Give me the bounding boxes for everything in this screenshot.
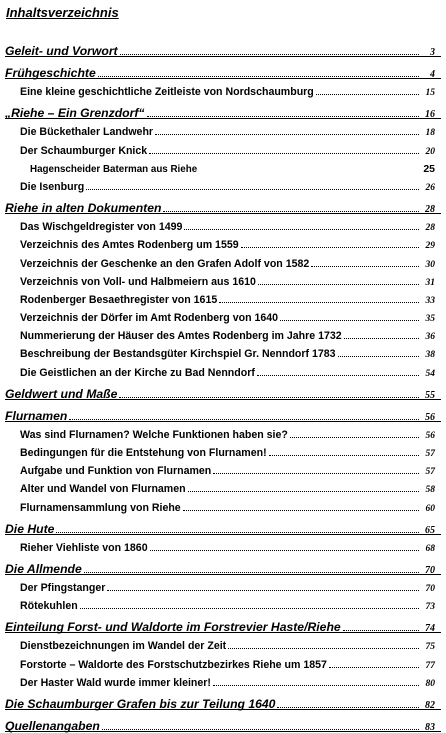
toc-entry-title: Die Hute	[5, 521, 55, 536]
toc-section-entry	[0, 554, 446, 576]
toc-entry-title: Was sind Flurnamen? Welche Funktionen haben sie?	[20, 428, 288, 441]
toc-page-number: 26	[425, 182, 435, 193]
dot-leader	[163, 211, 419, 212]
toc-page-number: 58	[425, 485, 435, 496]
toc-page-number: 74	[425, 623, 435, 635]
toc-entry-title: Die Isenburg	[20, 180, 85, 193]
toc-entry-title: Die Geistlichen an der Kirche zu Bad Nenndorf	[20, 366, 255, 379]
dot-leader	[277, 707, 419, 708]
toc-page-number: 70	[425, 564, 435, 576]
toc-page-number: 75	[425, 642, 435, 653]
toc-entry-title: Verzeichnis des Amtes Rodenberg um 1559	[20, 239, 239, 252]
section-underline	[5, 118, 441, 119]
dot-leader	[119, 397, 419, 398]
dot-leader	[147, 116, 419, 117]
toc-entry-title: Der Schaumburger Knick	[20, 144, 148, 157]
toc-section-entry	[0, 711, 446, 733]
section-underline	[5, 213, 441, 214]
dot-leader	[120, 54, 419, 55]
toc-page-number: 15	[425, 88, 435, 99]
toc-section-entry	[0, 612, 446, 634]
toc-subsection-entry	[0, 270, 446, 288]
dot-leader	[344, 338, 419, 339]
toc-section-entry	[0, 98, 446, 120]
section-underline	[5, 709, 441, 710]
dot-leader	[69, 419, 419, 420]
toc-section-entry	[0, 689, 446, 711]
toc-entry-title: Verzeichnis der Geschenke an den Grafen Adolf von 1582	[20, 257, 310, 270]
section-underline	[5, 56, 441, 57]
dot-leader	[56, 532, 419, 533]
toc-subsection-entry	[0, 576, 446, 594]
toc-entry-title: Hagenscheider Baterman aus Riehe	[30, 163, 198, 175]
toc-subsection-entry	[0, 652, 446, 670]
toc-page-number: 68	[425, 543, 435, 554]
section-underline	[5, 632, 441, 633]
toc-entry-title: Die Bückethaler Landwehr	[20, 126, 154, 139]
toc-section-entry	[0, 36, 446, 58]
toc-entry-title: Nummerierung der Häuser des Amtes Rodenberg im Jahre 1732	[20, 330, 342, 343]
toc-entry-title: Rieher Viehliste von 1860	[20, 541, 148, 554]
section-underline	[5, 78, 441, 79]
toc-page-number: 30	[425, 259, 435, 270]
toc-entry-title: Bedingungen für die Entstehung von Flurnamen!	[20, 447, 267, 459]
section-underline	[5, 399, 441, 400]
toc-entry-title: Aufgabe und Funktion von Flurnamen	[20, 465, 212, 478]
toc-section-entry	[0, 514, 446, 536]
toc-page-number: 29	[425, 241, 435, 252]
toc-section-entry	[0, 379, 446, 401]
toc-page-number: 73	[425, 602, 435, 613]
toc-entry-title: Eine kleine geschichtliche Zeitleiste von Nordschaumburg	[20, 86, 314, 99]
toc-page-number: 56	[425, 411, 435, 423]
toc-entry-title: Rodenberger Besaethregister von 1615	[20, 293, 218, 306]
toc-entry-title: Riehe in alten Dokumenten	[5, 200, 162, 215]
dot-leader	[258, 284, 419, 285]
toc-subsection-entry	[0, 459, 446, 477]
toc-entry-title: Die Allmende	[5, 561, 82, 576]
dot-leader	[98, 76, 419, 77]
toc-page-number: 31	[425, 277, 435, 288]
toc-entry-title: Der Haster Wald wurde immer kleiner!	[20, 676, 211, 689]
toc-entry-title: Forstorte – Waldorte des Forstschutzbezirkes Riehe um 1857	[20, 658, 327, 671]
toc-subsection-entry	[0, 342, 446, 360]
dot-leader	[316, 94, 419, 95]
dot-leader	[80, 608, 419, 609]
table-of-contents	[0, 36, 446, 733]
toc-section-entry	[0, 193, 446, 215]
toc-page-number: 70	[425, 583, 435, 594]
dot-leader	[184, 229, 419, 230]
dot-leader	[86, 189, 419, 190]
toc-page-number: 80	[425, 678, 435, 689]
dot-leader	[219, 302, 419, 303]
toc-subsection-entry	[0, 477, 446, 495]
toc-subsection-entry	[0, 324, 446, 342]
dot-leader	[213, 473, 419, 474]
toc-page-number: 28	[425, 203, 435, 215]
toc-subsection-entry	[0, 634, 446, 652]
toc-entry-title: Beschreibung der Bestandsgüter Kirchspiel Gr. Nenndorf 1783	[20, 348, 336, 361]
toc-section-entry	[0, 401, 446, 423]
page-title: Inhaltsverzeichnis	[6, 5, 119, 20]
toc-entry-title: Flurnamen	[5, 408, 68, 423]
toc-page-number: 60	[425, 503, 435, 514]
dot-leader	[84, 572, 419, 573]
toc-entry-title: Flurnamensammlung von Riehe	[20, 501, 181, 514]
toc-page-number: 20	[425, 146, 435, 157]
toc-entry-title: Verzeichnis der Dörfer im Amt Rodenberg von 1640	[20, 312, 279, 325]
section-underline	[5, 731, 441, 732]
toc-subsection-entry	[0, 288, 446, 306]
toc-page-number: 57	[425, 467, 435, 478]
section-underline	[5, 421, 441, 422]
dot-leader	[149, 153, 419, 154]
toc-subsection-entry	[0, 251, 446, 269]
toc-entry-title: Das Wischgeldregister von 1499	[20, 221, 183, 234]
toc-page-number: 3	[430, 47, 435, 58]
toc-page-number: 77	[425, 660, 435, 671]
toc-subsection-entry	[0, 120, 446, 138]
toc-page-number: 28	[425, 223, 435, 234]
dot-leader	[290, 437, 419, 438]
toc-subsection-entry	[0, 215, 446, 233]
toc-page-number: 33	[425, 295, 435, 306]
dot-leader	[257, 375, 419, 376]
toc-entry-title: Die Schaumburger Grafen bis zur Teilung 1640	[5, 696, 276, 711]
toc-subsection-entry	[0, 175, 446, 193]
toc-subsection-entry	[0, 306, 446, 324]
toc-page-number: 36	[425, 332, 435, 343]
toc-page-number: 16	[425, 109, 435, 121]
section-underline	[5, 534, 441, 535]
toc-subsection-entry	[0, 360, 446, 378]
toc-section-entry	[0, 58, 446, 80]
toc-page-number: 57	[425, 449, 435, 459]
toc-page-number: 18	[425, 128, 435, 139]
toc-page-number: 56	[425, 430, 435, 441]
dot-leader	[280, 320, 419, 321]
dot-leader	[228, 648, 419, 649]
toc-page-number: 54	[425, 368, 435, 379]
dot-leader	[102, 729, 419, 730]
toc-subsection-entry	[0, 423, 446, 441]
dot-leader	[183, 510, 419, 511]
dot-leader	[241, 247, 419, 248]
toc-entry-title: Alter und Wandel von Flurnamen	[20, 483, 186, 496]
toc-entry-title: „Riehe – Ein Grenzdorf“	[5, 106, 145, 121]
toc-entry-title: Dienstbezeichnungen im Wandel der Zeit	[20, 640, 227, 653]
toc-entry-title: Quellenangaben	[5, 718, 100, 733]
toc-page-number: 82	[425, 699, 435, 711]
dot-leader	[188, 491, 419, 492]
toc-subsection-entry	[0, 495, 446, 513]
toc-entry-title: Geleit- und Vorwort	[5, 44, 118, 58]
dot-leader	[311, 266, 419, 267]
dot-leader	[107, 590, 419, 591]
dot-leader	[150, 550, 419, 551]
toc-subsection-entry	[0, 671, 446, 689]
section-underline	[5, 574, 441, 575]
dot-leader	[329, 667, 419, 668]
toc-entry-title: Verzeichnis von Voll- und Halbmeiern aus 1610	[20, 275, 256, 288]
toc-entry-title: Rötekuhlen	[20, 600, 78, 613]
toc-page-number: 25	[423, 162, 435, 175]
dot-leader	[343, 630, 419, 631]
toc-subsection-entry	[0, 80, 446, 98]
toc-page-number: 4	[430, 69, 435, 80]
dot-leader	[213, 685, 419, 686]
toc-entry-title: Einteilung Forst- und Waldorte im Forstrevier Haste/Riehe	[5, 620, 341, 635]
toc-page-number: 55	[425, 389, 435, 401]
toc-page-number: 65	[425, 524, 435, 536]
toc-subsection-entry	[0, 536, 446, 554]
toc-entry-title: Der Pfingstanger	[20, 581, 106, 594]
toc-subsection-entry	[0, 594, 446, 612]
dot-leader	[338, 356, 419, 357]
toc-page-number: 35	[425, 314, 435, 325]
toc-subsection-entry	[0, 441, 446, 459]
dot-leader	[155, 134, 419, 135]
toc-subsection-entry	[0, 138, 446, 156]
toc-page-number: 83	[425, 721, 435, 733]
toc-subsection-entry	[0, 233, 446, 251]
toc-subsubsection-entry	[0, 157, 446, 175]
toc-page-number: 38	[425, 350, 435, 361]
toc-entry-title: Frühgeschichte	[5, 66, 96, 80]
toc-entry-title: Geldwert und Maße	[5, 386, 118, 401]
dot-leader	[269, 455, 419, 456]
